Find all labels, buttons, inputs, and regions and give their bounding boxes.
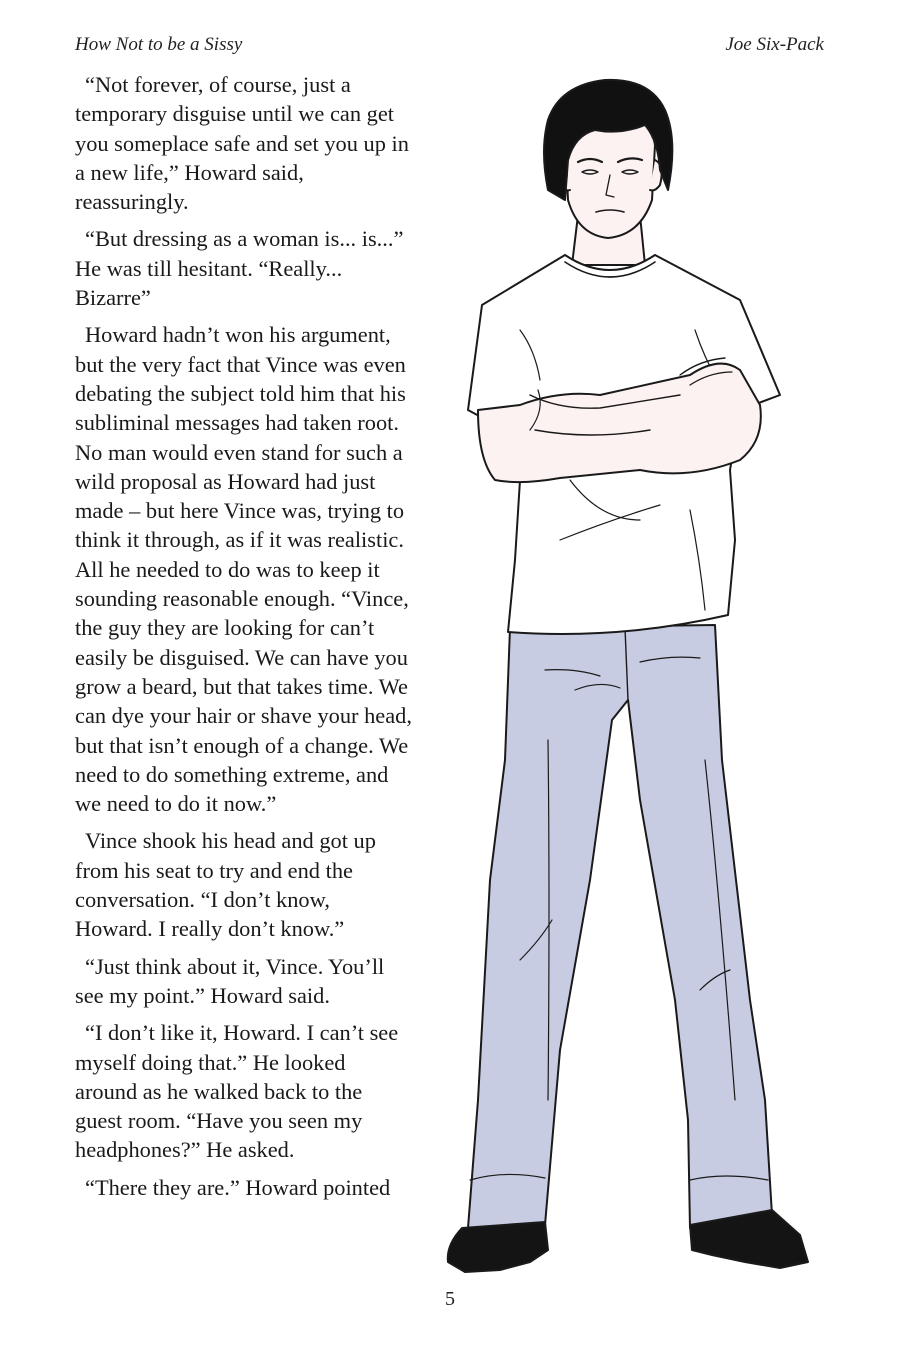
running-head-book-title: How Not to be a Sissy	[75, 34, 243, 55]
jeans	[468, 625, 772, 1228]
paragraph: “There they are.” Howard pointed	[85, 1174, 391, 1200]
man-illustration	[440, 75, 825, 1280]
paragraph: Howard hadn’t won his argument, but the very fact that Vince was even debating the subject told him that his subliminal messages had taken root. No man would even stand for such a wild proposal as Howard had just made – but here Vince was, trying to think it through, as if it was realistic. All he needed to do was to keep it sounding reasonable enough. “Vince, the guy they are looking for can’t easily be disguised. We can have you grow a beard, but that takes time. We can dye your hair or shave your head, but that isn’t enough of a change. We need to do something extreme, and we need to do it now.”	[75, 322, 412, 817]
paragraph: “Just think about it, Vince. You’ll see my point.” Howard said.	[75, 953, 385, 1008]
running-head-author: Joe Six-Pack	[725, 34, 824, 55]
body-text	[75, 70, 413, 1210]
paragraph: “Not forever, of course, just a temporary disguise until we can get you someplace safe and set you up in a new life,” Howard said, reassuringly.	[75, 72, 409, 215]
left-shoe	[448, 1222, 548, 1272]
paragraph: “I don’t like it, Howard. I can’t see myself doing that.” He looked around as he walked back to the guest room. “Have you seen my headphones?” He asked.	[75, 1020, 399, 1163]
paragraph: “But dressing as a woman is... is...” He was till hesitant. “Really... Bizarre”	[75, 226, 404, 311]
page-number: 5	[445, 1288, 455, 1310]
paragraph: Vince shook his head and got up from his seat to try and end the conversation. “I don’t know, Howard. I really don’t know.”	[75, 828, 376, 942]
